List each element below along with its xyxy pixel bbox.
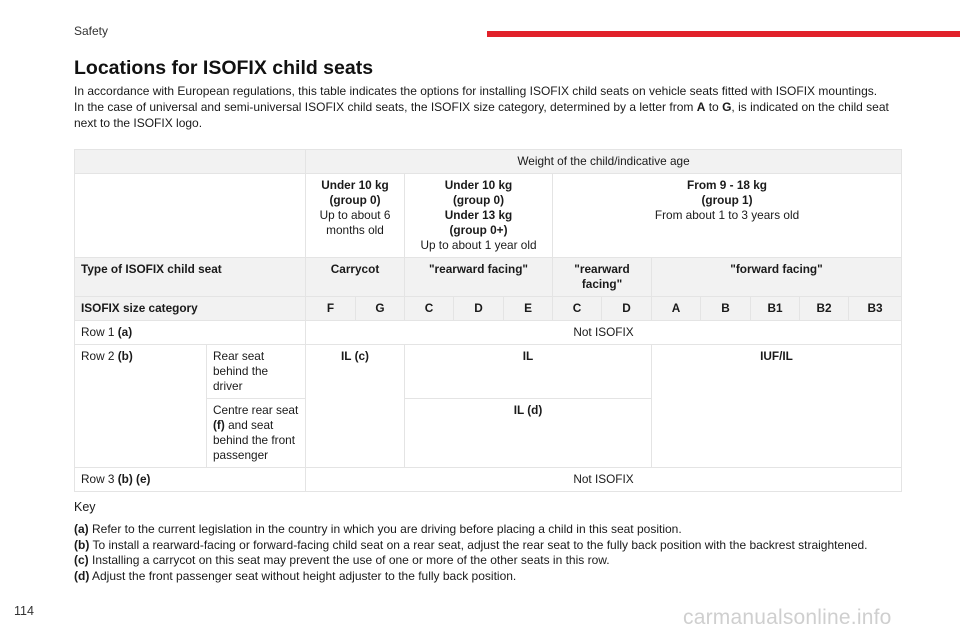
group-0-age: Up to about 6 months old xyxy=(319,208,391,237)
key-text: Refer to the current legislation in the country in which you are driving before placing a child in this seat position. xyxy=(88,522,682,536)
size-category-value: C xyxy=(553,297,602,321)
row2-sub2-pre: Centre rear seat xyxy=(213,403,299,417)
key-item xyxy=(74,538,914,554)
intro-p2-pre: In the case of universal and semi-universal ISOFIX child seats, the ISOFIX size category, determined by a letter from xyxy=(74,100,697,114)
table-row-row3 xyxy=(75,468,902,492)
row2-sub2-note: (f) xyxy=(213,418,225,432)
table-row-seat-type xyxy=(75,258,902,297)
table-row-groups xyxy=(75,174,902,258)
page-number: 114 xyxy=(14,604,34,618)
row2-forward-value: IUF/IL xyxy=(652,345,902,468)
group-0-label: (group 0) xyxy=(329,193,381,207)
row2-sub2-post: and seat behind the front passenger xyxy=(213,418,295,462)
key-item xyxy=(74,522,914,538)
table-row-row1 xyxy=(75,321,902,345)
row3-label xyxy=(75,468,306,492)
seat-type-forward: "forward facing" xyxy=(652,258,902,297)
key-tag: (c) xyxy=(74,553,89,567)
size-category-value: F xyxy=(306,297,356,321)
group-0plus-weight-1: Under 10 kg xyxy=(444,178,513,192)
row1-value: Not ISOFIX xyxy=(306,321,902,345)
seat-type-rearward-2: "rearward facing" xyxy=(553,258,652,297)
group-0plus-cell xyxy=(405,174,553,258)
row2-rearward-driver-value: IL xyxy=(405,345,652,399)
row2-sub-passenger xyxy=(207,399,306,468)
intro-letter-g: G xyxy=(722,100,732,114)
size-category-value: B3 xyxy=(849,297,902,321)
table-cell-empty xyxy=(75,150,306,174)
row1-label-text: Row 1 xyxy=(81,325,118,339)
seat-type-label: Type of ISOFIX child seat xyxy=(75,258,306,297)
section-title: Safety xyxy=(74,24,109,38)
row2-carrycot-value: IL (c) xyxy=(306,345,405,468)
size-category-value: D xyxy=(602,297,652,321)
page-title: Locations for ISOFIX child seats xyxy=(74,57,374,79)
key-text: To install a rearward-facing or forward-facing child seat on a rear seat, adjust the rear seat to the fully back position with the backrest straightened. xyxy=(89,537,868,552)
section-accent-bar xyxy=(487,31,960,37)
group-0-cell xyxy=(306,174,405,258)
size-category-value: G xyxy=(356,297,405,321)
key-heading: Key xyxy=(74,500,96,514)
seat-type-carrycot: Carrycot xyxy=(306,258,405,297)
row2-sub-driver: Rear seat behind the driver xyxy=(207,345,306,399)
row3-value: Not ISOFIX xyxy=(306,468,902,492)
group-0plus-age: Up to about 1 year old xyxy=(420,238,537,252)
intro-p2-to: to xyxy=(705,100,723,114)
key-tag: (d) xyxy=(74,568,90,583)
size-category-value: E xyxy=(504,297,553,321)
key-tag: (b) xyxy=(74,537,90,552)
group-1-age: From about 1 to 3 years old xyxy=(654,208,800,222)
row1-note: (a) xyxy=(117,325,133,339)
size-category-label: ISOFIX size category xyxy=(75,297,306,321)
row2-label-text: Row 2 xyxy=(81,349,118,363)
watermark: carmanualsonline.info xyxy=(683,606,892,629)
table-row-weight-header xyxy=(75,150,902,174)
row2-rearward-passenger-value: IL (d) xyxy=(405,399,652,468)
table-row-row2-driver xyxy=(75,345,902,399)
key-item xyxy=(74,569,914,585)
row3-label-text: Row 3 xyxy=(81,472,118,486)
group-0plus-weight-2: Under 13 kg xyxy=(444,208,513,222)
size-category-value: B1 xyxy=(751,297,800,321)
size-category-value: B xyxy=(701,297,751,321)
group-0plus-label-1: (group 0) xyxy=(452,193,505,207)
size-category-value: B2 xyxy=(800,297,849,321)
table-cell-empty xyxy=(75,174,306,258)
intro-paragraph-1: In accordance with European regulations, this table indicates the options for installing ISOFIX child seats on vehicle seats fitted with ISOFIX mountings. xyxy=(74,84,878,98)
table-row-size-category xyxy=(75,297,902,321)
group-0-weight: Under 10 kg xyxy=(321,178,389,192)
key-text: Installing a carrycot on this seat may prevent the use of one or more of the other seats in this row. xyxy=(88,553,610,567)
row3-note: (b) (e) xyxy=(117,472,151,486)
group-1-cell xyxy=(553,174,902,258)
size-category-value: C xyxy=(405,297,454,321)
row2-label xyxy=(75,345,207,468)
key-item xyxy=(74,553,914,569)
intro-text xyxy=(74,83,904,131)
group-0plus-label-2: (group 0+) xyxy=(449,223,508,237)
size-category-value: D xyxy=(454,297,504,321)
seat-type-rearward-1: "rearward facing" xyxy=(405,258,553,297)
row1-label xyxy=(75,321,306,345)
intro-paragraph-2 xyxy=(74,99,904,131)
intro-letter-a: A xyxy=(696,100,706,114)
row2-note: (b) xyxy=(117,349,133,363)
group-1-label: (group 1) xyxy=(701,193,753,207)
size-category-value: A xyxy=(652,297,701,321)
group-1-weight: From 9 - 18 kg xyxy=(687,178,767,192)
key-list xyxy=(74,522,914,584)
key-text: Adjust the front passenger seat without height adjuster to the fully back position. xyxy=(89,568,517,583)
isofix-table xyxy=(74,149,902,492)
weight-header: Weight of the child/indicative age xyxy=(306,150,902,174)
key-tag: (a) xyxy=(74,522,89,536)
intro-p2-post: , is indicated on the child seat next to the ISOFIX logo. xyxy=(74,100,889,130)
